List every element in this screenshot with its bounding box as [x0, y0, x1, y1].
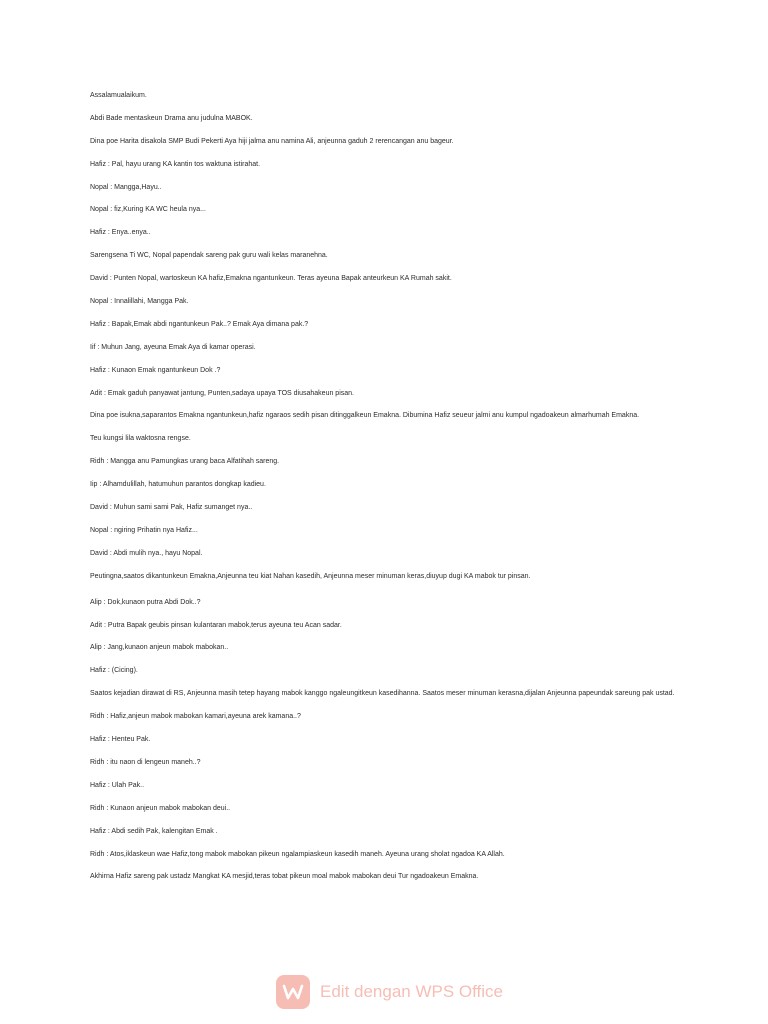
- paragraph: Ridh : Atos,iklaskeun wae Hafiz,tong mabok mabokan pikeun ngalampiaskeun kasedih maneh. Ayeuna urang sholat ngadoa KA Allah.: [90, 850, 505, 858]
- paragraph: David : Abdi mulih nya., hayu Nopal.: [90, 549, 203, 557]
- paragraph: Hafiz : Abdi sedih Pak, kalengitan Emak .: [90, 827, 218, 835]
- paragraph: Iif : Muhun Jang, ayeuna Emak Aya di kamar operasi.: [90, 343, 256, 351]
- paragraph: Akhirna Hafiz sareng pak ustadz Mangkat KA mesjid,teras tobat pikeun moal mabok mabokan deui Tur ngadoakeun Emakna.: [90, 873, 479, 881]
- paragraph: Hafiz : Ulah Pak..: [90, 781, 145, 789]
- paragraph: Ridh : itu naon di lengeun maneh..?: [90, 758, 201, 766]
- paragraph: Hafiz : Henteu Pak.: [90, 736, 151, 744]
- paragraph: Hafiz : Pal, hayu urang KA kantin tos waktuna istirahat.: [90, 160, 261, 168]
- paragraph: Abdi Bade mentaskeun Drama anu judulna MABOK.: [90, 114, 253, 122]
- paragraph: Nopal : ngiring Prihatin nya Hafiz...: [90, 526, 198, 534]
- paragraph: Nopal : Mangga,Hayu..: [90, 183, 162, 191]
- wps-watermark[interactable]: [276, 974, 503, 1010]
- paragraph: Sarengsena Ti WC, Nopal papendak sareng pak guru wali kelas maranehna.: [90, 252, 328, 260]
- wps-logo-icon: [276, 975, 310, 1009]
- paragraph: Ridh : Hafiz,anjeun mabok mabokan kamari,ayeuna arek kamana..?: [90, 713, 301, 721]
- paragraph: Saatos kejadian dirawat di RS, Anjeunna masih tetep hayang mabok kanggo ngaleungitkeun kasedihanna. Saatos meser minuman kerasna,dijalan Anjeunna papeundak sareung pak ustad.: [90, 690, 675, 698]
- paragraph: Adit : Putra Bapak geubis pinsan kulantaran mabok,terus ayeuna teu Acan sadar.: [90, 621, 342, 629]
- paragraph: Hafiz : Bapak,Emak abdi ngantunkeun Pak..? Emak Aya dimana pak.?: [90, 320, 309, 328]
- paragraph: Assalamualaikum.: [90, 92, 147, 99]
- paragraph: Hafiz : (Cicing).: [90, 667, 138, 675]
- paragraph: Alip : Jang,kunaon anjeun mabok mabokan..: [90, 644, 229, 652]
- paragraph: Dina poe isukna,saparantos Emakna ngantunkeun,hafiz ngaraos sedih pisan ditinggalkeun Emakna. Dibumina Hafiz seueur jalmi anu kumpul ngadoakeun almarhumah Emakna.: [90, 412, 640, 420]
- paragraph: Teu kungsi lila waktosna rengse.: [90, 435, 191, 443]
- paragraph: Ridh : Kunaon anjeun mabok mabokan deui..: [90, 804, 231, 812]
- paragraph: Nopal : Innalillahi, Mangga Pak.: [90, 298, 189, 306]
- paragraph: Iip : Alhamdulillah, hatumuhun parantos dongkap kadieu.: [90, 481, 266, 489]
- paragraph: Ridh : Mangga anu Pamungkas urang baca Alfatihah sareng.: [90, 458, 280, 466]
- watermark-label: Edit dengan WPS Office: [320, 982, 504, 1001]
- paragraph: David : Punten Nopal, wartoskeun KA hafiz,Emakna ngantunkeun. Teras ayeuna Bapak anteurkeun KA Rumah sakit.: [90, 275, 452, 283]
- paragraph: Hafiz : Kunaon Emak ngantunkeun Dok .?: [90, 366, 221, 374]
- paragraph: Adit : Emak gaduh panyawat jantung, Punten,sadaya upaya TOS diusahakeun pisan.: [90, 389, 354, 397]
- paragraph: Nopal : fiz,Kuring KA WC heula nya...: [90, 206, 206, 214]
- paragraph: Alip : Dok,kunaon putra Abdi Dok..?: [90, 598, 201, 606]
- paragraph: Hafiz : Enya..enya..: [90, 229, 151, 237]
- document-body: [90, 91, 750, 895]
- paragraph: Dina poe Harita disakola SMP Budi Pekerti Aya hiji jalma anu namina Ali, anjeunna gaduh 2 rerencangan anu bageur.: [90, 137, 454, 145]
- paragraph: David : Muhun sami sami Pak, Hafiz sumanget nya..: [90, 504, 253, 512]
- paragraph: Peutingna,saatos dikantunkeun Emakna,Anjeunna teu kiat Nahan kasedih, Anjeunna meser minuman keras,diuyup dugi KA mabok tur pinsan.: [90, 572, 531, 580]
